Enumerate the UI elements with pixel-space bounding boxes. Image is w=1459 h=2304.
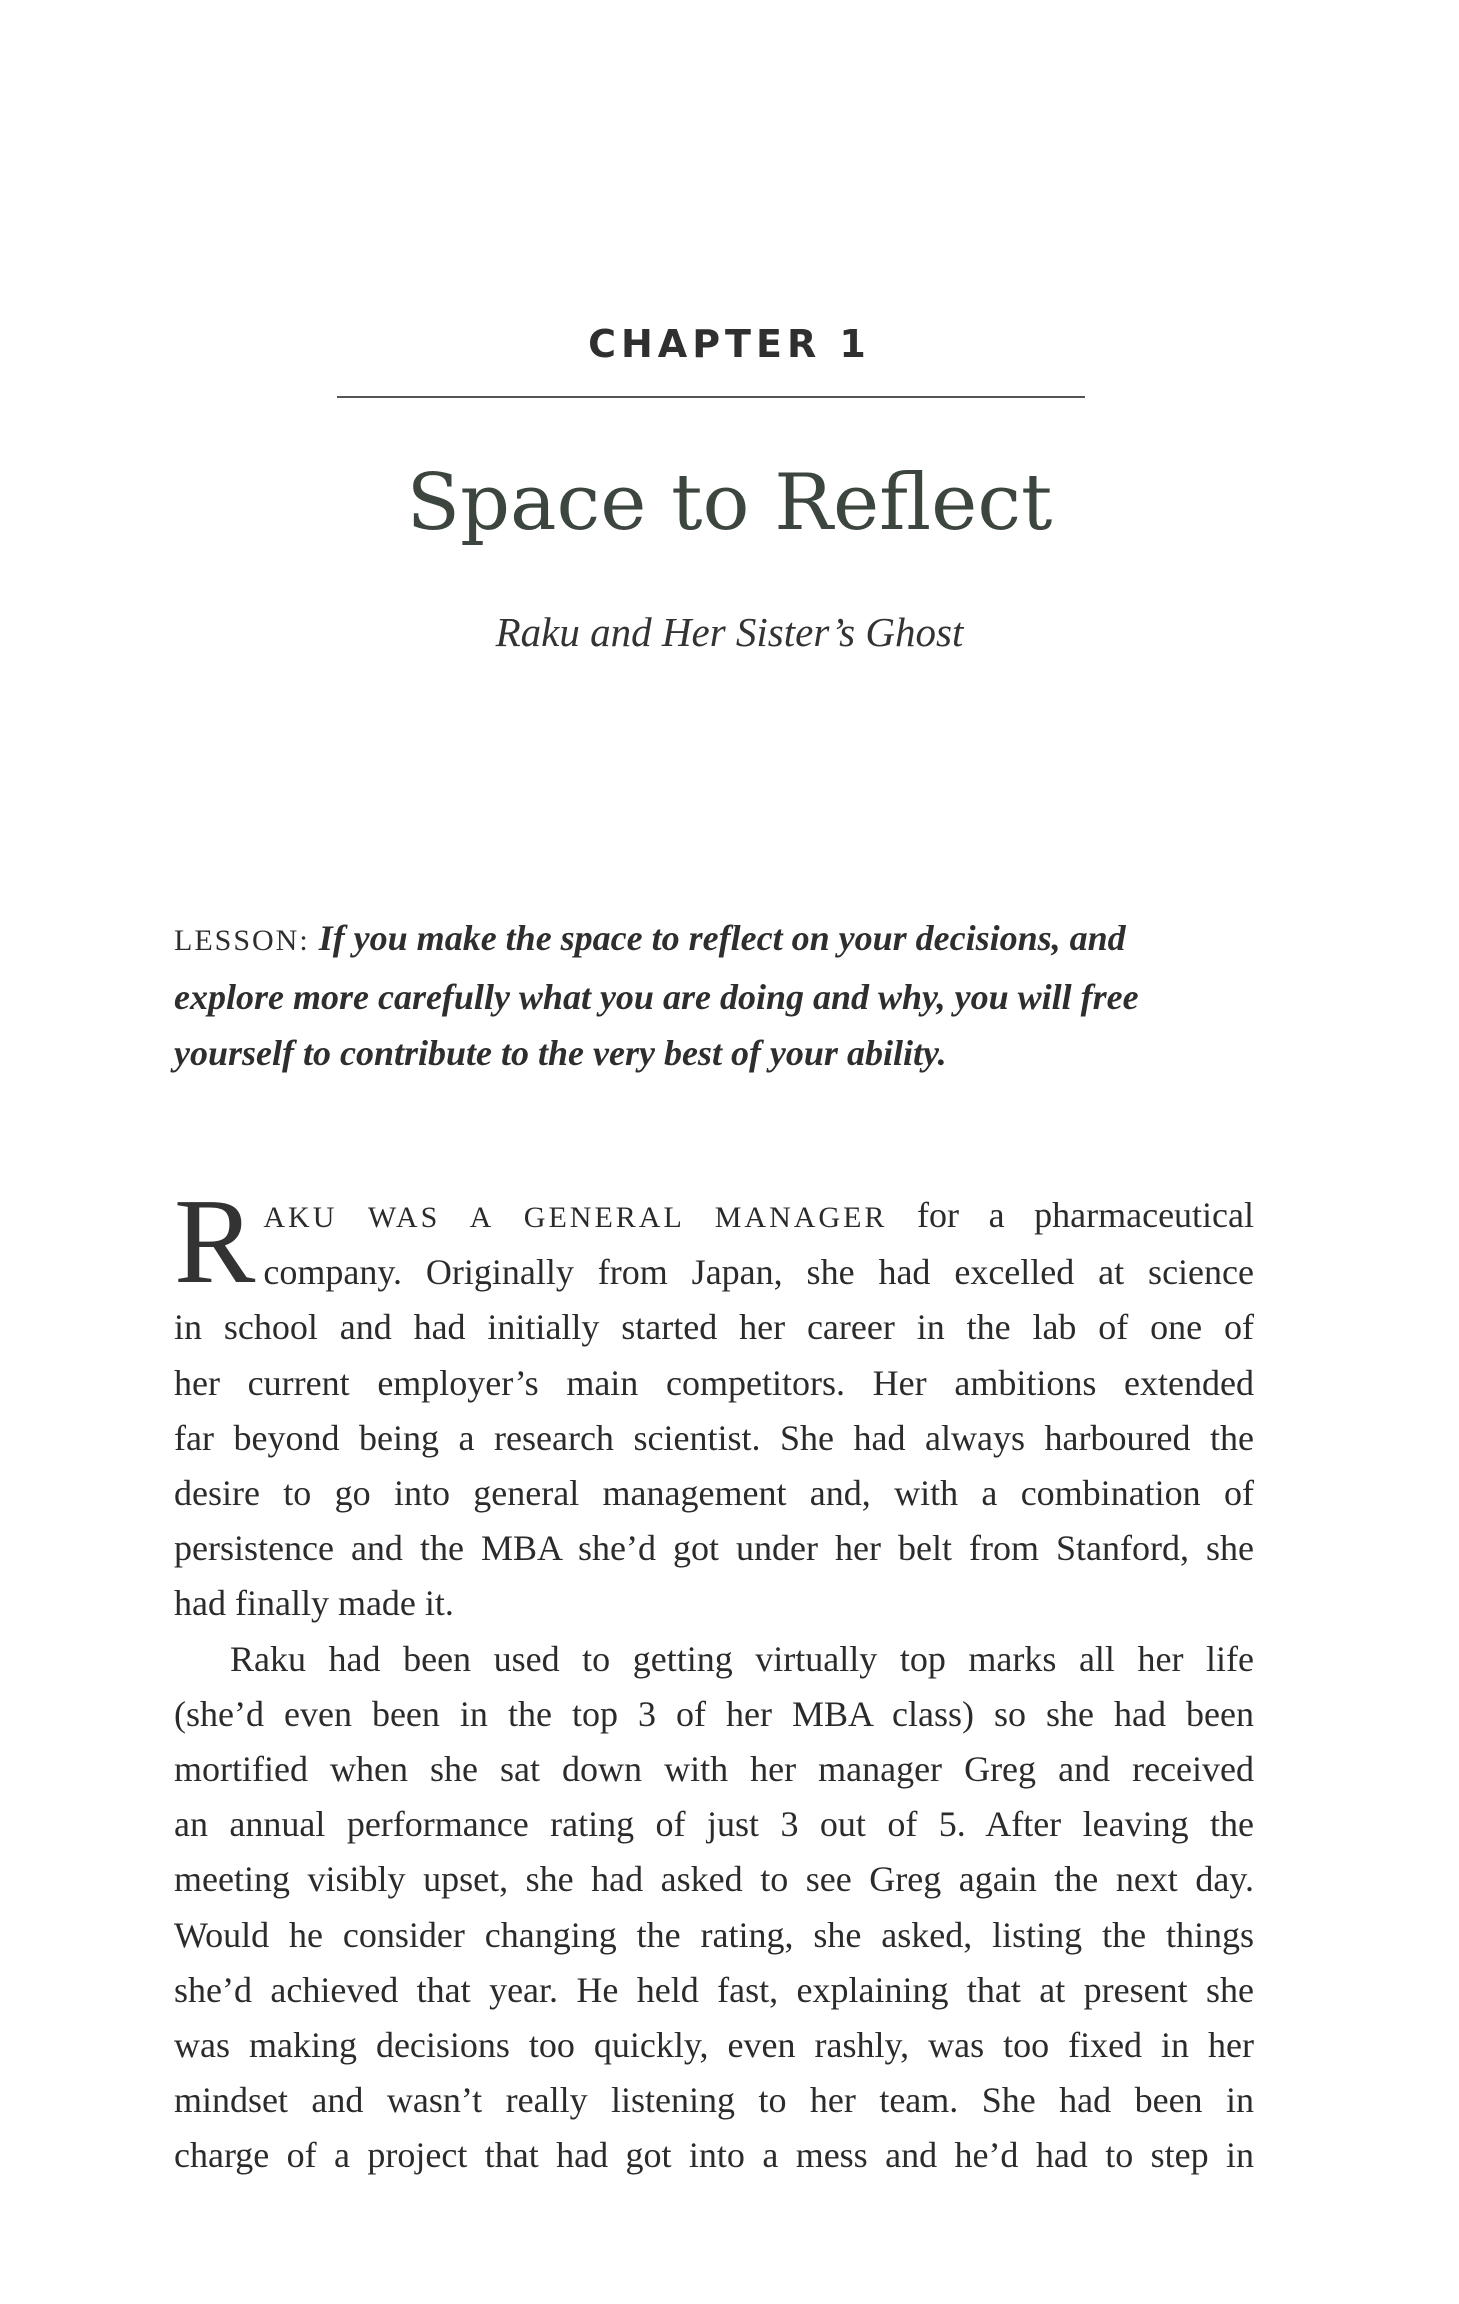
paragraph-2-line-1: Raku had been used to getting virtually top marks all her life bbox=[230, 1638, 1254, 1679]
paragraph-2-line-4: an annual performance rating of just 3 out of 5. After leaving the bbox=[174, 1804, 1254, 1845]
lesson-line-1 bbox=[174, 910, 1254, 969]
paragraph-1-line-1 bbox=[174, 1188, 1254, 1245]
chapter-label: CHAPTER 1 bbox=[588, 322, 871, 366]
paragraph-1-line-2: company. Originally from Japan, she had excelled at science bbox=[263, 1252, 1254, 1293]
opening-smallcaps: AKU WAS A GENERAL MANAGER bbox=[263, 1201, 888, 1234]
paragraph-1-line-3: in school and had initially started her career in the lab of one of bbox=[174, 1307, 1254, 1348]
paragraph-1-line-8: had finally made it. bbox=[174, 1583, 454, 1624]
lesson-text-1: If you make the space to reflect on your decisions, and bbox=[318, 918, 1126, 958]
paragraph-1 bbox=[174, 1174, 1255, 1632]
paragraph-1-line-7: persistence and the MBA she’d got under her belt from Stanford, she bbox=[174, 1528, 1254, 1569]
paragraph-1-line-6: desire to go into general management and, with a combination of bbox=[174, 1473, 1254, 1514]
drop-cap: R bbox=[174, 1174, 256, 1309]
chapter-title: Space to Reflect bbox=[406, 458, 1053, 548]
lesson-line-2: explore more carefully what you are doing and why, you will free bbox=[174, 977, 1139, 1017]
paragraph-2-line-8: was making decisions too quickly, even rashly, was too fixed in her bbox=[174, 2025, 1254, 2066]
opening-line-rest: for a pharmaceutical bbox=[917, 1195, 1255, 1235]
chapter-subtitle: Raku and Her Sister’s Ghost bbox=[495, 609, 964, 655]
paragraph-1-line-5: far beyond being a research scientist. She had always harboured the bbox=[174, 1417, 1254, 1458]
paragraph-2-line-9: mindset and wasn’t really listening to her team. She had been in bbox=[174, 2080, 1254, 2121]
chapter-divider bbox=[337, 396, 1085, 398]
lesson-box bbox=[174, 910, 1254, 1081]
paragraph-2-line-10: charge of a project that had got into a mess and he’d had to step in bbox=[174, 2135, 1254, 2176]
paragraph-2 bbox=[174, 1632, 1254, 2184]
paragraph-2-line-5: meeting visibly upset, she had asked to see Greg again the next day. bbox=[174, 1859, 1254, 1900]
paragraph-2-line-6: Would he consider changing the rating, she asked, listing the things bbox=[174, 1914, 1254, 1955]
body-text bbox=[174, 1174, 1255, 2184]
paragraph-1-line-4: her current employer’s main competitors. Her ambitions extended bbox=[174, 1362, 1254, 1403]
lesson-label: LESSON: bbox=[174, 924, 310, 957]
paragraph-2-line-3: mortified when she sat down with her manager Greg and received bbox=[174, 1749, 1254, 1790]
paragraph-2-line-7: she’d achieved that year. He held fast, explaining that at present she bbox=[174, 1969, 1254, 2010]
paragraph-2-line-2: (she’d even been in the top 3 of her MBA class) so she had been bbox=[174, 1693, 1254, 1734]
lesson-line-3: yourself to contribute to the very best of your ability. bbox=[174, 1033, 947, 1073]
